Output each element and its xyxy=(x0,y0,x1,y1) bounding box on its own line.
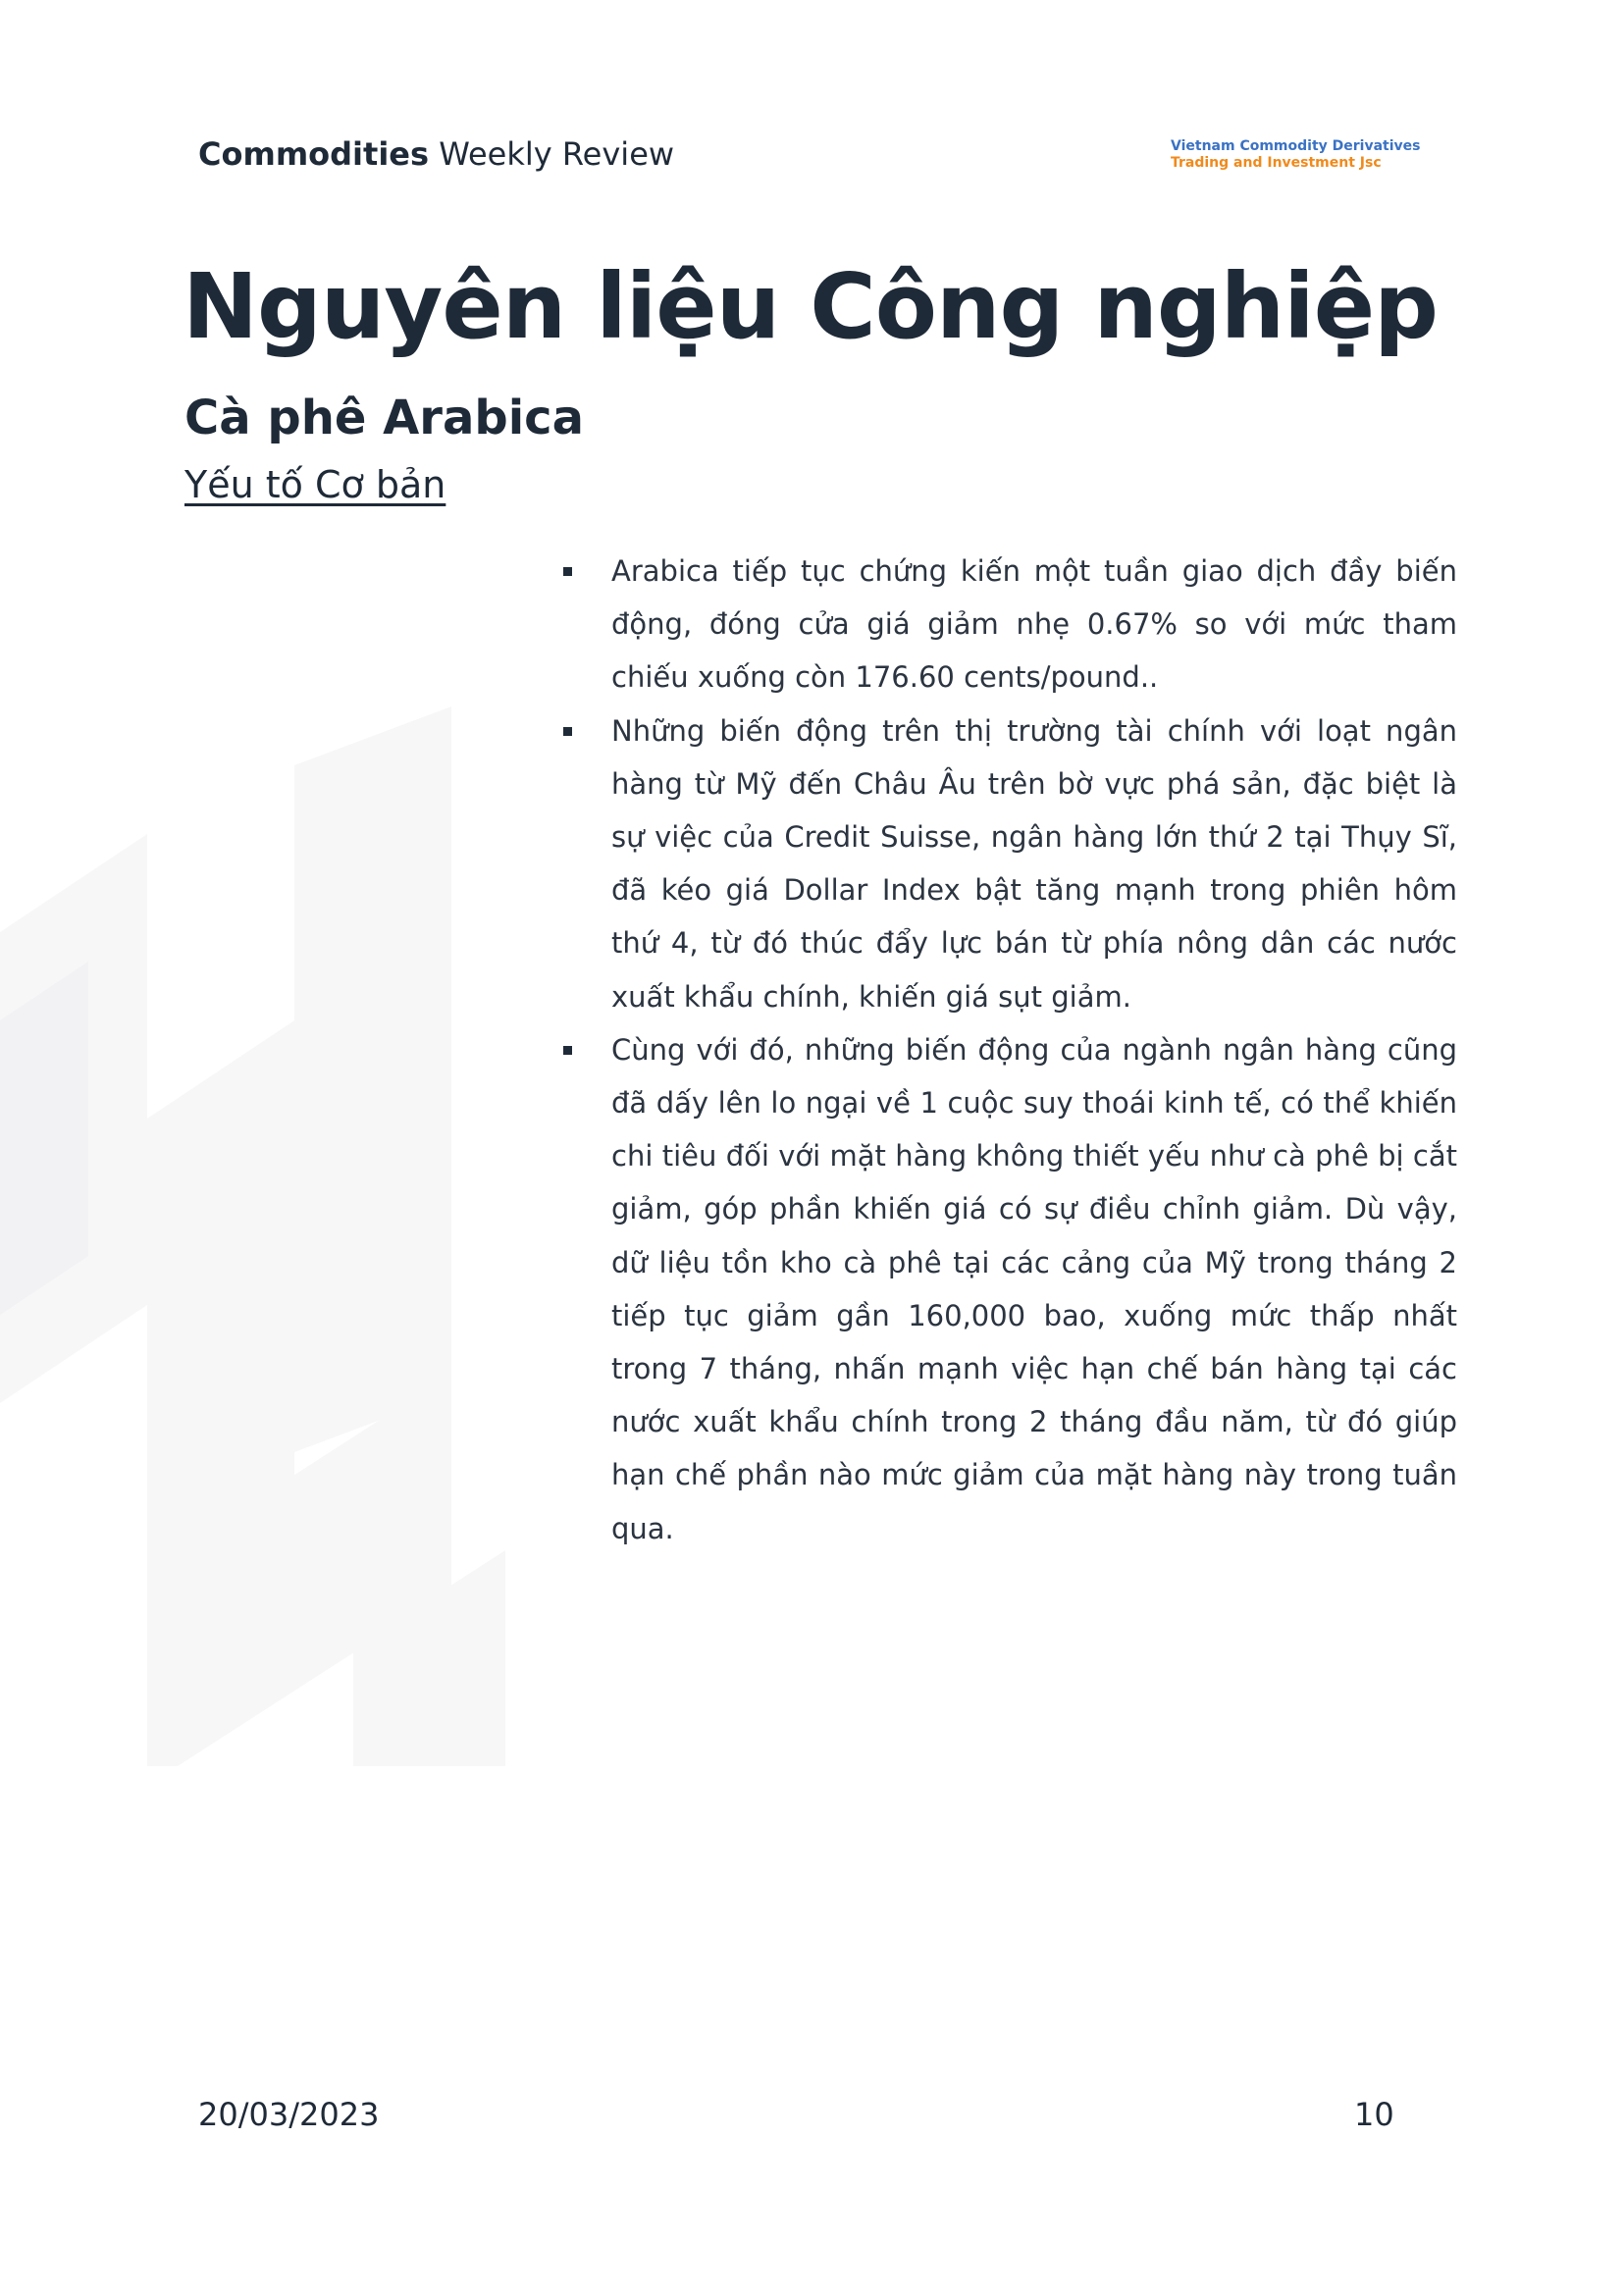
brand-line-2: Trading and Investment Jsc xyxy=(1171,155,1382,171)
report-name-bold: Commodities xyxy=(198,135,430,173)
bullet-item xyxy=(562,704,1457,1023)
bullet-marker-icon xyxy=(563,1046,572,1055)
watermark-logo xyxy=(0,706,550,1766)
brand-line-1: Vietnam Commodity Derivatives xyxy=(1171,138,1421,154)
bullet-item xyxy=(562,1023,1457,1555)
report-name-rest: Weekly Review xyxy=(429,135,675,173)
section-heading: Yếu tố Cơ bản xyxy=(184,463,446,506)
report-header xyxy=(198,135,674,173)
bullet-text: Arabica tiếp tục chứng kiến một tuần giao dịch đầy biến động, đóng cửa giá giảm nhẹ 0.67% so với mức tham chiếu xuống còn 176.60 cents/pound.. xyxy=(611,554,1457,695)
bullet-item xyxy=(562,545,1457,704)
bullet-text: Cùng với đó, những biến động của ngành ngân hàng cũng đã dấy lên lo ngại về 1 cuộc suy thoái kinh tế, có thể khiến chi tiêu đối với mặt hàng không thiết yếu như cà phê bị cắt giảm, góp phần khiến giá có sự điều chỉnh giảm. Dù vậy, dữ liệu tồn kho cà phê tại các cảng của Mỹ trong tháng 2 tiếp tục giảm gần 160,000 bao, xuống mức thấp nhất trong 7 tháng, nhấn mạnh việc hạn chế bán hàng tại các nước xuất khẩu chính trong 2 tháng đầu năm, từ đó giúp hạn chế phần nào mức giảm của mặt hàng này trong tuần qua. xyxy=(611,1032,1457,1545)
bullet-marker-icon xyxy=(563,727,572,736)
bullet-text: Những biến động trên thị trường tài chính với loạt ngân hàng từ Mỹ đến Châu Âu trên bờ vực phá sản, đặc biệt là sự việc của Credit Suisse, ngân hàng lớn thứ 2 tại Thụy Sĩ, đã kéo giá Dollar Index bật tăng mạnh trong phiên hôm thứ 4, từ đó thúc đẩy lực bán từ phía nông dân các nước xuất khẩu chính, khiến giá sụt giảm. xyxy=(611,713,1457,1014)
page-subtitle: Cà phê Arabica xyxy=(184,391,584,445)
bullet-list xyxy=(562,545,1457,1555)
footer-date: 20/03/2023 xyxy=(198,2096,380,2133)
bullet-marker-icon xyxy=(563,567,572,576)
page-number: 10 xyxy=(1354,2096,1394,2133)
page-title: Nguyên liệu Công nghiệp xyxy=(183,254,1438,359)
brand-logo xyxy=(1171,138,1421,172)
